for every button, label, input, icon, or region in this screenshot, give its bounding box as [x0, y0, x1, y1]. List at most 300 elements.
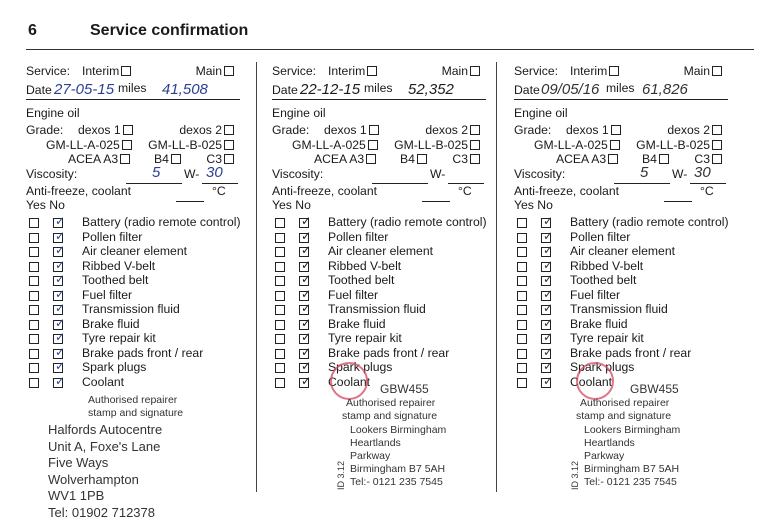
c3-checkbox[interactable] — [712, 154, 722, 164]
no-checkbox[interactable] — [299, 359, 312, 373]
yes-checkbox[interactable] — [517, 218, 527, 228]
yes-no-label: Yes No — [272, 198, 311, 212]
gm-ll-b-025-label: GM-LL-B-025 — [148, 138, 222, 152]
stamp-line: Heartlands — [350, 437, 401, 449]
celsius-label: °C — [212, 184, 226, 198]
checklist-label: Toothed belt — [328, 273, 395, 287]
checkmark-icon: ✓ — [55, 344, 66, 359]
main-checkbox[interactable] — [224, 66, 234, 76]
date-label: Date — [26, 83, 52, 97]
yes-checkbox[interactable] — [517, 291, 527, 301]
dexos2-label: dexos 2 — [425, 123, 468, 137]
checklist-label: Ribbed V-belt — [82, 258, 156, 273]
checklist-label: Pollen filter — [570, 229, 631, 244]
checklist-row — [514, 244, 728, 258]
no-checkbox[interactable] — [541, 359, 554, 373]
checklist-row — [26, 288, 240, 302]
yes-checkbox[interactable] — [275, 218, 285, 228]
checkmark-icon: ✓ — [543, 301, 554, 315]
checkmark-icon: ✓ — [301, 286, 312, 301]
stamp-line: Five Ways — [48, 455, 109, 470]
checkmark-icon: ✓ — [55, 315, 66, 330]
checkmark-icon: ✓ — [543, 286, 554, 301]
date-label: Date — [514, 83, 540, 97]
yes-checkbox[interactable] — [275, 334, 285, 344]
checklist-row — [514, 375, 728, 389]
no-checkbox[interactable] — [53, 228, 66, 243]
gm-ll-a-025-checkbox[interactable] — [368, 140, 378, 150]
checklist-label: Coolant — [328, 374, 371, 389]
viscosity-a-value: 5 — [640, 164, 649, 181]
checkmark-icon: ✓ — [543, 373, 554, 388]
miles-value: 52,352 — [408, 81, 454, 98]
checklist-label: Coolant — [82, 374, 125, 389]
dexos2 — [425, 123, 480, 137]
yes-checkbox[interactable] — [29, 305, 39, 315]
checklist-label: Transmission fluid — [570, 302, 668, 316]
stamp-seal-icon — [576, 362, 614, 400]
antifreeze-label: Anti-freeze, coolant — [26, 184, 132, 198]
gm-ll-a-025 — [534, 138, 620, 152]
checklist-label: Spark plugs — [570, 360, 635, 374]
dexos2-label: dexos 2 — [179, 123, 222, 137]
yes-checkbox[interactable] — [517, 247, 527, 257]
checklist-label: Toothed belt — [570, 273, 637, 287]
no-checkbox[interactable] — [541, 373, 554, 388]
stamp-line: Tel: 01902 712378 — [48, 504, 155, 520]
checkmark-icon: ✓ — [543, 344, 554, 359]
yes-checkbox[interactable] — [275, 363, 285, 373]
date-underline — [514, 99, 728, 100]
checklist-label: Ribbed V-belt — [570, 258, 644, 273]
interim-checkbox[interactable] — [367, 66, 377, 76]
viscosity-label: Viscosity: — [514, 167, 566, 181]
stamp-signature-label: stamp and signature — [88, 407, 184, 419]
viscosity-line — [372, 183, 428, 184]
checklist-row — [272, 331, 486, 345]
checklist-row — [26, 346, 240, 360]
checkmark-icon: ✓ — [301, 344, 312, 359]
gm-ll-b-025-label: GM-LL-B-025 — [394, 138, 468, 152]
checklist-label: Transmission fluid — [328, 302, 426, 316]
service-entry-3 — [514, 0, 728, 528]
main-checkbox[interactable] — [470, 66, 480, 76]
miles-label: miles — [364, 81, 393, 95]
no-checkbox[interactable] — [53, 257, 66, 272]
checkmark-icon: ✓ — [55, 286, 66, 301]
date-value: 09/05/16 — [541, 81, 600, 98]
no-checkbox[interactable] — [53, 214, 66, 228]
no-checkbox[interactable] — [53, 344, 66, 359]
no-checkbox[interactable] — [299, 301, 312, 315]
gm-ll-b-025 — [636, 138, 722, 152]
checklist-label: Battery (radio remote control) — [570, 215, 729, 229]
miles-value: 61,826 — [642, 81, 688, 98]
checklist-row — [272, 302, 486, 316]
gm-ll-b-025-checkbox[interactable] — [470, 140, 480, 150]
dexos2 — [179, 123, 234, 137]
checklist-label: Transmission fluid — [82, 302, 180, 316]
main — [442, 64, 480, 78]
no-checkbox[interactable] — [299, 243, 312, 257]
c3-label: C3 — [694, 152, 710, 166]
checkmark-icon: ✓ — [55, 228, 66, 243]
no-checkbox[interactable] — [53, 330, 66, 344]
no-checkbox[interactable] — [299, 330, 312, 344]
no-checkbox[interactable] — [299, 272, 312, 286]
acea-a3-label: ACEA A3 — [556, 152, 607, 166]
checkmark-icon: ✓ — [543, 257, 554, 272]
checkmark-icon: ✓ — [543, 359, 554, 373]
checkmark-icon: ✓ — [543, 214, 554, 228]
yes-checkbox[interactable] — [29, 233, 39, 243]
dexos2-label: dexos 2 — [667, 123, 710, 137]
checkmark-icon: ✓ — [55, 272, 66, 286]
stamp-signature-label: stamp and signature — [342, 410, 438, 422]
yes-checkbox[interactable] — [29, 349, 39, 359]
yes-checkbox[interactable] — [29, 276, 39, 286]
miles-label: miles — [118, 81, 147, 95]
checklist-row — [272, 346, 486, 360]
checkmark-icon: ✓ — [55, 359, 66, 373]
stamp-id: ID 3.12 — [570, 460, 580, 490]
checklist-label: Air cleaner element — [570, 244, 675, 258]
yes-checkbox[interactable] — [517, 363, 527, 373]
no-checkbox[interactable] — [299, 286, 312, 301]
checkmark-icon: ✓ — [301, 214, 312, 228]
checklist-row — [26, 215, 240, 229]
yes-checkbox[interactable] — [517, 276, 527, 286]
yes-checkbox[interactable] — [29, 320, 39, 330]
authorised-label: Authorised repairer — [346, 397, 436, 409]
service-label: Service: — [26, 64, 71, 78]
main-checkbox[interactable] — [712, 66, 722, 76]
w-label: W- — [184, 167, 200, 181]
yes-checkbox[interactable] — [517, 262, 527, 272]
checklist-label: Tyre repair kit — [328, 331, 402, 345]
checklist-label: Brake pads front / rear — [82, 345, 204, 360]
dexos1-checkbox[interactable] — [123, 125, 133, 135]
checklist-row — [26, 375, 240, 389]
checklist-row — [514, 273, 728, 287]
checklist-row — [514, 230, 728, 244]
checklist-row — [26, 273, 240, 287]
checklist-label: Brake pads front / rear — [328, 345, 450, 360]
no-checkbox[interactable] — [53, 301, 66, 315]
checklist-label: Tyre repair kit — [570, 331, 644, 345]
w-label: W- — [430, 167, 446, 181]
yes-no-label: Yes No — [514, 198, 553, 212]
no-checkbox[interactable] — [53, 359, 66, 373]
no-checkbox[interactable] — [541, 228, 554, 243]
checklist-row — [272, 259, 486, 273]
acea-a3-checkbox[interactable] — [120, 154, 130, 164]
yes-checkbox[interactable] — [29, 363, 39, 373]
checkmark-icon: ✓ — [543, 272, 554, 286]
checkmark-icon: ✓ — [301, 373, 312, 388]
yes-checkbox[interactable] — [275, 247, 285, 257]
b4-label: B4 — [400, 152, 415, 166]
stamp-line: Parkway — [350, 450, 391, 462]
yes-checkbox[interactable] — [517, 305, 527, 315]
no-checkbox[interactable] — [53, 315, 66, 330]
yes-checkbox[interactable] — [517, 349, 527, 359]
checklist-row — [514, 215, 728, 229]
viscosity-label: Viscosity: — [26, 167, 78, 181]
checklist-row — [514, 331, 728, 345]
service-entry-1 — [26, 0, 240, 528]
interim-checkbox[interactable] — [121, 66, 131, 76]
no-checkbox[interactable] — [541, 214, 554, 228]
dexos1-label: dexos 1 — [78, 123, 121, 137]
stamp-line: Lookers Birmingham — [350, 424, 447, 436]
grade-label: Grade: — [26, 123, 64, 137]
service-label: Service: — [272, 64, 317, 78]
engine-oil-label: Engine oil — [26, 106, 80, 120]
antifreeze-line — [176, 201, 204, 202]
dexos1-checkbox[interactable] — [369, 125, 379, 135]
acea-a3-checkbox[interactable] — [366, 154, 376, 164]
stamp-line: Unit A, Foxe's Lane — [48, 438, 161, 454]
main — [196, 64, 234, 78]
dexos2-checkbox[interactable] — [224, 125, 234, 135]
antifreeze-line — [664, 201, 692, 202]
acea-a3 — [68, 152, 130, 166]
checkmark-icon: ✓ — [301, 257, 312, 272]
yes-checkbox[interactable] — [29, 378, 39, 388]
checklist-row — [514, 288, 728, 302]
acea-a3 — [556, 152, 618, 166]
b4 — [400, 152, 427, 166]
interim-checkbox[interactable] — [609, 66, 619, 76]
viscosity-line — [614, 183, 670, 184]
b4-checkbox[interactable] — [171, 154, 181, 164]
checklist-row — [272, 360, 486, 374]
no-checkbox[interactable] — [299, 373, 312, 388]
interim — [328, 64, 377, 78]
date-underline — [272, 99, 486, 100]
acea-a3-label: ACEA A3 — [68, 152, 119, 166]
no-checkbox[interactable] — [541, 344, 554, 359]
checklist-row — [26, 317, 240, 331]
checklist-label: Air cleaner element — [328, 244, 433, 258]
celsius-label: °C — [458, 184, 472, 198]
checklist-label: Fuel filter — [328, 287, 379, 302]
interim-label: Interim — [328, 64, 366, 78]
stamp-line: Wolverhampton — [48, 471, 139, 487]
b4-label: B4 — [642, 152, 657, 166]
checkmark-icon: ✓ — [543, 330, 554, 344]
column-divider — [256, 62, 257, 492]
authorised-label: Authorised repairer — [88, 394, 178, 406]
no-checkbox[interactable] — [541, 257, 554, 272]
c3-checkbox[interactable] — [470, 154, 480, 164]
miles-value: 41,508 — [162, 81, 208, 98]
yes-checkbox[interactable] — [29, 334, 39, 344]
checklist-label: Spark plugs — [82, 360, 147, 374]
miles-label: miles — [606, 81, 635, 95]
dexos2-checkbox[interactable] — [712, 125, 722, 135]
no-checkbox[interactable] — [541, 272, 554, 286]
yes-checkbox[interactable] — [29, 262, 39, 272]
yes-checkbox[interactable] — [275, 233, 285, 243]
checklist-label: Brake pads front / rear — [570, 345, 692, 360]
gm-ll-b-025-checkbox[interactable] — [224, 140, 234, 150]
c3-label: C3 — [452, 152, 468, 166]
checklist-row — [26, 244, 240, 258]
yes-checkbox[interactable] — [29, 247, 39, 257]
yes-checkbox[interactable] — [275, 349, 285, 359]
page-number: 6 — [28, 22, 37, 39]
no-checkbox[interactable] — [299, 257, 312, 272]
checklist-label: Tyre repair kit — [82, 331, 156, 345]
no-checkbox[interactable] — [53, 373, 66, 388]
celsius-label: °C — [700, 184, 714, 198]
stamp-line: WV1 1PB — [48, 488, 105, 503]
gm-ll-a-025-label: GM-LL-A-025 — [292, 138, 366, 152]
no-checkbox[interactable] — [541, 243, 554, 257]
b4-label: B4 — [154, 152, 169, 166]
gm-ll-b-025-checkbox[interactable] — [712, 140, 722, 150]
no-checkbox[interactable] — [541, 301, 554, 315]
yes-checkbox[interactable] — [517, 320, 527, 330]
checklist-label: Brake fluid — [570, 316, 628, 331]
checklist-label: Brake fluid — [328, 316, 386, 331]
checkmark-icon: ✓ — [55, 214, 66, 228]
stamp-id: ID 3.12 — [336, 460, 346, 490]
checklist-label: Spark plugs — [328, 360, 393, 374]
stamp-line: Birmingham B7 5AH — [350, 463, 446, 475]
viscosity-label: Viscosity: — [272, 167, 324, 181]
checklist-label: Pollen filter — [82, 229, 143, 244]
stamp-line: Heartlands — [584, 437, 635, 449]
date-value: 27-05-15 — [54, 81, 115, 98]
checklist-label: Battery (radio remote control) — [82, 215, 241, 229]
no-checkbox[interactable] — [541, 330, 554, 344]
engine-oil-label: Engine oil — [272, 106, 326, 120]
acea-a3 — [314, 152, 376, 166]
viscosity-a-value: 5 — [152, 164, 161, 181]
gm-ll-a-025-checkbox[interactable] — [610, 140, 620, 150]
stamp-code: GBW455 — [380, 382, 429, 396]
checklist-row — [514, 302, 728, 316]
b4-checkbox[interactable] — [659, 154, 669, 164]
no-checkbox[interactable] — [53, 272, 66, 286]
stamp-line: Lookers Birmingham — [584, 424, 681, 436]
no-checkbox[interactable] — [299, 228, 312, 243]
interim-label: Interim — [82, 64, 120, 78]
yes-checkbox[interactable] — [275, 291, 285, 301]
checklist-row — [514, 360, 728, 374]
b4-checkbox[interactable] — [417, 154, 427, 164]
checkmark-icon: ✓ — [301, 315, 312, 330]
grade-label: Grade: — [272, 123, 310, 137]
dexos1 — [566, 123, 621, 137]
acea-a3-label: ACEA A3 — [314, 152, 365, 166]
yes-checkbox[interactable] — [275, 378, 285, 388]
stamp-line: Tel:- 0121 235 7545 — [350, 476, 443, 488]
c3 — [452, 152, 480, 166]
service-label: Service: — [514, 64, 559, 78]
stamp-signature-label: stamp and signature — [576, 410, 672, 422]
checklist-label: Brake fluid — [82, 316, 140, 331]
dexos1-checkbox[interactable] — [611, 125, 621, 135]
dexos1-label: dexos 1 — [566, 123, 609, 137]
yes-checkbox[interactable] — [275, 305, 285, 315]
yes-checkbox[interactable] — [275, 276, 285, 286]
checkmark-icon: ✓ — [301, 228, 312, 243]
yes-checkbox[interactable] — [29, 291, 39, 301]
yes-checkbox[interactable] — [517, 334, 527, 344]
no-checkbox[interactable] — [53, 243, 66, 257]
yes-checkbox[interactable] — [517, 233, 527, 243]
checklist-row — [26, 331, 240, 345]
checkmark-icon: ✓ — [543, 315, 554, 330]
no-checkbox[interactable] — [541, 315, 554, 330]
checklist-row — [514, 259, 728, 273]
checklist-row — [272, 215, 486, 229]
checklist-row — [26, 302, 240, 316]
gm-ll-b-025 — [148, 138, 234, 152]
no-checkbox[interactable] — [541, 286, 554, 301]
viscosity-line — [126, 183, 182, 184]
dexos1 — [324, 123, 379, 137]
engine-oil-label: Engine oil — [514, 106, 568, 120]
gm-ll-b-025 — [394, 138, 480, 152]
checkmark-icon: ✓ — [55, 330, 66, 344]
main-label: Main — [195, 64, 222, 78]
antifreeze-label: Anti-freeze, coolant — [514, 184, 620, 198]
acea-a3-checkbox[interactable] — [608, 154, 618, 164]
main — [684, 64, 722, 78]
checklist-row — [272, 317, 486, 331]
no-checkbox[interactable] — [299, 315, 312, 330]
viscosity-b-value: 30 — [694, 164, 711, 181]
main-label: Main — [683, 64, 710, 78]
checkmark-icon: ✓ — [543, 228, 554, 243]
stamp-line: Tel:- 0121 235 7545 — [584, 476, 677, 488]
gm-ll-a-025-checkbox[interactable] — [122, 140, 132, 150]
yes-checkbox[interactable] — [275, 262, 285, 272]
page-title: Service confirmation — [90, 22, 249, 39]
no-checkbox[interactable] — [299, 214, 312, 228]
dexos2 — [667, 123, 722, 137]
interim — [82, 64, 131, 78]
checklist-row — [272, 288, 486, 302]
checklist-label: Pollen filter — [328, 229, 389, 244]
dexos2-checkbox[interactable] — [470, 125, 480, 135]
dexos1 — [78, 123, 133, 137]
c3-label: C3 — [206, 152, 222, 166]
yes-checkbox[interactable] — [517, 378, 527, 388]
checklist-row — [272, 244, 486, 258]
checkmark-icon: ✓ — [55, 257, 66, 272]
yes-no-label: Yes No — [26, 198, 65, 212]
stamp-seal-icon — [328, 362, 371, 400]
c3-checkbox[interactable] — [224, 154, 234, 164]
checkmark-icon: ✓ — [55, 373, 66, 388]
no-checkbox[interactable] — [53, 286, 66, 301]
checkmark-icon: ✓ — [55, 243, 66, 257]
yes-checkbox[interactable] — [29, 218, 39, 228]
column-divider — [496, 62, 497, 492]
authorised-label: Authorised repairer — [580, 397, 670, 409]
checklist-row — [514, 346, 728, 360]
viscosity-b-value: 30 — [206, 164, 223, 181]
no-checkbox[interactable] — [299, 344, 312, 359]
yes-checkbox[interactable] — [275, 320, 285, 330]
checkmark-icon: ✓ — [301, 330, 312, 344]
